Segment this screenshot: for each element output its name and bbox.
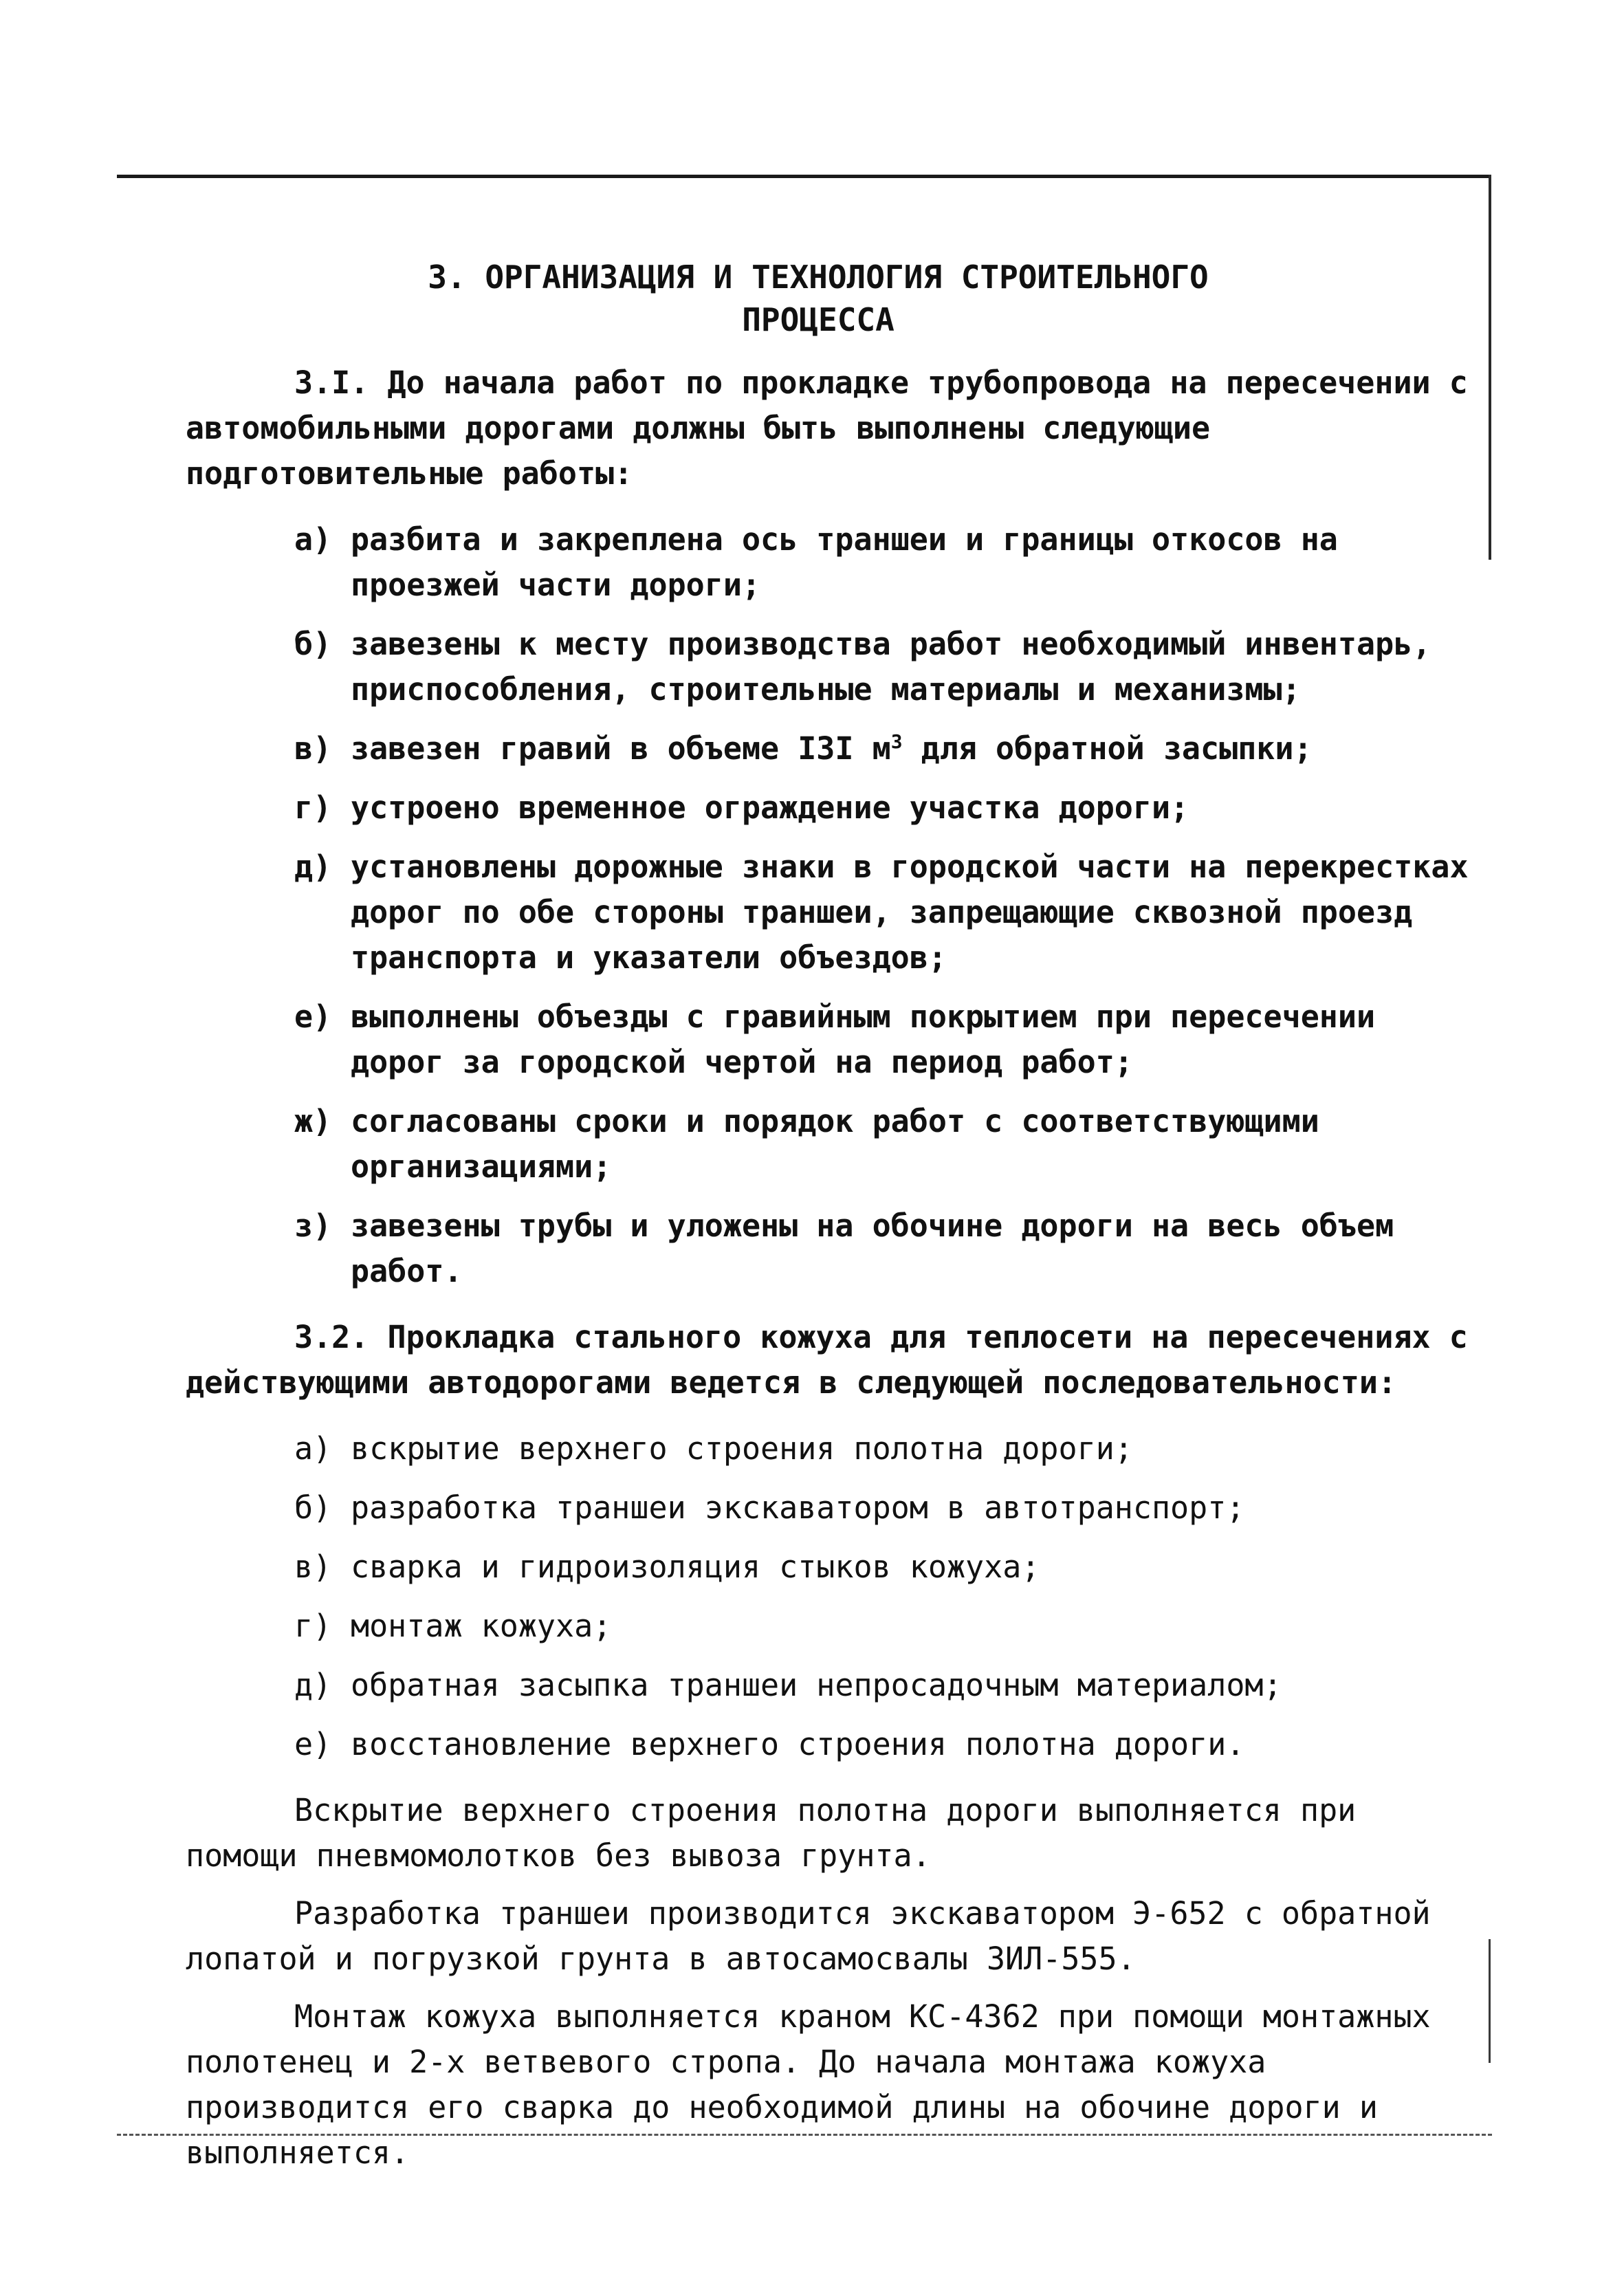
list-item-text: восстановление верхнего строения полотна дороги. — [351, 1726, 1245, 1762]
list-marker: а) — [294, 1430, 332, 1467]
list-marker: в) — [294, 730, 332, 767]
list-item — [186, 517, 1478, 608]
paragraph-opening: Вскрытие верхнего строения полотна дороги выполняется при помощи пневмомолотков без вывоза грунта. — [186, 1792, 1357, 1874]
list-3-1 — [186, 517, 1478, 1294]
list-item-text-start: завезен гравий в объеме I3I м — [351, 730, 891, 767]
list-item — [186, 1544, 1478, 1590]
list-item — [186, 994, 1478, 1085]
list-item-text: выполнены объезды с гравийным покрытием при пересечении дорог за городской чертой на период работ; — [351, 998, 1376, 1080]
list-item-text: обратная засыпка траншеи непросадочным материалом; — [351, 1667, 1282, 1703]
list-marker: ж) — [294, 1103, 332, 1139]
list-item — [186, 726, 1478, 772]
list-item — [186, 1203, 1478, 1294]
list-marker: д) — [294, 1667, 332, 1703]
list-item-text: вскрытие верхнего строения полотна дороги; — [351, 1430, 1133, 1467]
list-item — [186, 1604, 1478, 1649]
list-item — [186, 1426, 1478, 1472]
frame-right-line-lower — [1489, 1939, 1491, 2063]
list-marker: г) — [294, 1608, 332, 1644]
list-marker: б) — [294, 1489, 332, 1526]
list-item-text: согласованы сроки и порядок работ с соответствующими организациями; — [351, 1103, 1319, 1185]
section-heading — [186, 256, 1478, 341]
list-item-text: монтаж кожуха; — [351, 1608, 612, 1644]
list-item-text: разработка траншеи экскаватором в автотранспорт; — [351, 1489, 1245, 1526]
paragraph-mounting: Монтаж кожуха выполняется краном КС-4362 при помощи монтажных полотенец и 2-х ветвевого стропа. До начала монтажа кожуха производится его сварка до необходимой длины на обочине дороги и выполняется. — [186, 1998, 1431, 2171]
paragraph-excavation: Разработка траншеи производится экскаватором Э-652 с обратной лопатой и погрузкой грунта в автосамосвалы ЗИЛ-555. — [186, 1895, 1431, 1977]
list-item-text: разбита и закреплена ось траншеи и границы откосов на проезжей части дороги; — [351, 521, 1338, 603]
superscript: 3 — [890, 730, 903, 753]
document-body — [186, 256, 1478, 2188]
heading-line-1: 3. ОРГАНИЗАЦИЯ И ТЕХНОЛОГИЯ СТРОИТЕЛЬНОГО — [428, 259, 1209, 296]
list-marker: а) — [294, 521, 332, 558]
list-item-text: завезены к месту производства работ необходимый инвентарь, приспособления, строительные материалы и механизмы; — [351, 626, 1431, 708]
heading-line-2: ПРОЦЕССА — [742, 301, 895, 338]
list-item — [186, 1099, 1478, 1190]
list-marker: б) — [294, 626, 332, 662]
frame-top-line — [117, 175, 1491, 178]
list-item-text: сварка и гидроизоляция стыков кожуха; — [351, 1549, 1040, 1585]
list-marker: з) — [294, 1207, 332, 1244]
list-item-text: завезены трубы и уложены на обочине дороги на весь объем работ. — [351, 1207, 1394, 1289]
list-marker: е) — [294, 1726, 332, 1762]
list-item-text: установлены дорожные знаки в городской части на перекрестках дорог по обе стороны траншеи, запрещающие сквозной проезд транспорта и указатели объездов; — [351, 849, 1469, 976]
list-item — [186, 1722, 1478, 1767]
list-item — [186, 785, 1478, 831]
list-marker: г) — [294, 789, 332, 826]
list-item — [186, 622, 1478, 712]
list-item — [186, 1485, 1478, 1531]
list-item-text-end: для обратной засыпки; — [902, 730, 1313, 767]
list-item — [186, 844, 1478, 981]
frame-right-line — [1489, 175, 1491, 560]
list-item — [186, 1663, 1478, 1708]
list-3-2 — [186, 1426, 1478, 1767]
list-marker: в) — [294, 1549, 332, 1585]
list-marker: е) — [294, 998, 332, 1035]
paragraph-3-1-intro: 3.I. До начала работ по прокладке трубопровода на пересечении с автомобильными дорогами должны быть выполнены следующие подготовительные работы: — [186, 364, 1468, 492]
list-item-text: устроено временное ограждение участка дороги; — [351, 789, 1189, 826]
paragraph-3-2-intro: 3.2. Прокладка стального кожуха для теплосети на пересечениях с действующими автодорогами ведется в следующей последовательности: — [186, 1319, 1468, 1401]
list-marker: д) — [294, 849, 332, 885]
